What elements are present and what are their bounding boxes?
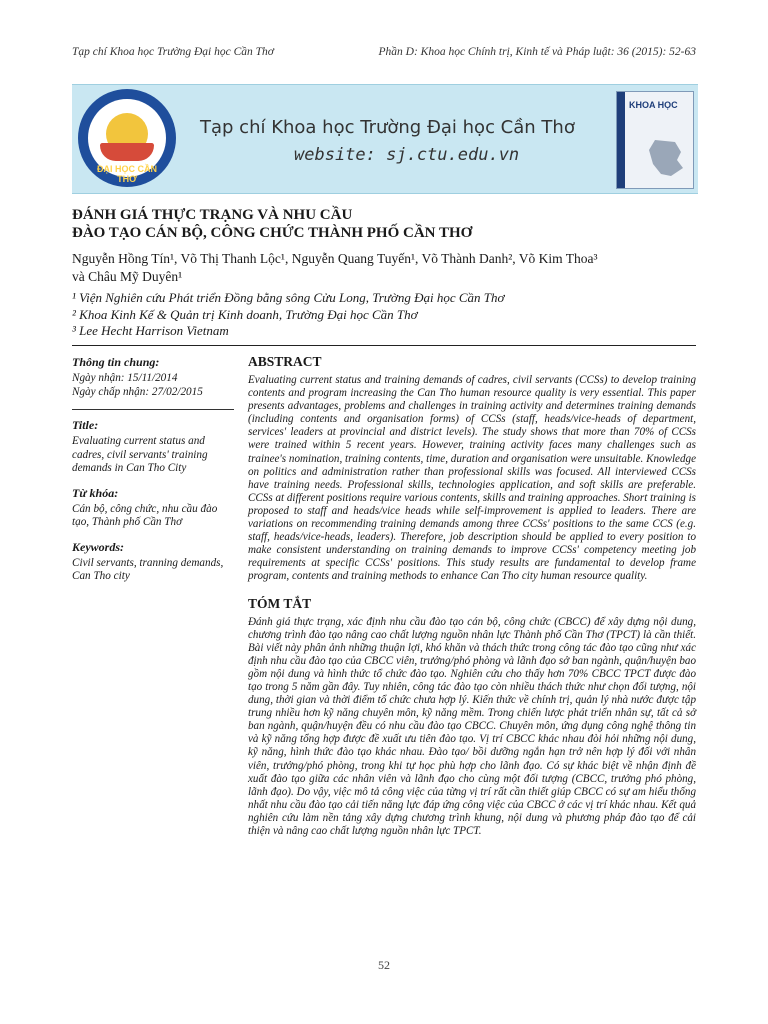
issue-running-info: Phần D: Khoa học Chính trị, Kinh tế và Pháp luật: 36 (2015): 52-63	[378, 46, 696, 58]
abstract-heading: ABSTRACT	[248, 354, 322, 369]
accepted-date: Ngày chấp nhận: 27/02/2015	[72, 385, 203, 398]
general-info-heading: Thông tin chung:	[72, 355, 160, 369]
map-icon	[647, 138, 685, 178]
authors-line-2: và Châu Mỹ Duyên¹	[72, 269, 183, 284]
university-seal-icon	[78, 89, 176, 187]
affiliation-3: ³ Lee Hecht Harrison Vietnam	[72, 323, 229, 338]
keywords-heading: Keywords:	[72, 539, 124, 554]
keywords-text: Civil servants, tranning demands, Can Tho city	[72, 556, 224, 582]
header-divider	[72, 345, 696, 346]
general-info-block	[72, 355, 234, 399]
paper-title	[72, 206, 672, 242]
tukhoa-block	[72, 486, 234, 530]
tomtat-text: Đánh giá thực trạng, xác định nhu cầu đào tạo cán bộ, công chức (CBCC) để xây dựng nội dung, chương trình đào tạo nâng cao chất lượng nguồn nhân lực Thành phố Cần Thơ (TPCT) là cần thiết. Bài viết này phân ảnh những thuận lợi, khó khăn và thách thức trong công tác đào tạo cũng như xác định nhu cầu đào tạo của CBCC viên, trưởng/phó phòng và lãnh đạo sở ban ngành, quận/huyện bao gồm nội dung và hình thức tổ chức đào tạo. Nghiên cứu cho thấy hơn 70% CBCC TPCT được đào tạo trong 5 năm gần đây. Tuy nhiên, công tác đào tạo còn nhiều thách thức như chọn đối tượng, nội dung, thời gian và thời điểm tổ chức chưa hợp lý. Kiến thức về chính trị, quản lý nhà nước được tập trung nhiều hơn kỹ năng chuyên môn, kỹ năng mềm. Trong chiến lược phát triển nhân sự, tất cả sở ban ngành, quận/huyện đều có nhu cầu đào tạo CBCC. Chuyên môn, ứng dụng công nghệ thông tin và kỹ năng tổng hợp được đề xuất ưu tiên đào tạo. Vị trí CBCC khác nhau đòi hỏi những nội dung, kỹ năng, hình thức đào tạo khác nhau. Đào tạo/ bồi dưỡng ngắn hạn trở nên hợp lý đối với nhân viên, trưởng/phó phòng, trong khi tự học phù hợp cho lãnh đạo. Có sự khác biệt về nhận định đề xuất đào tạo giữa các nhân viên và lãnh đạo cho cùng một đối tượng (CBCC, trưởng phó phòng, lãnh đạo). Do vậy, việc mô tả công việc của từng vị trí rất cần thiết giúp CBCC có sự am hiểu thống nhất nhu cầu đào tạo cải tiến năng lực đáp ứng công việc của CBCC ở các vị trí khác nhau. Kết quả nghiên cứu làm nền tảng xây dựng chương trình khung, nội dung và phương pháp đào tạo để cải thiện và nâng cao chất lượng nguồn nhân lực TPCT.	[248, 615, 696, 837]
journal-running-title: Tạp chí Khoa học Trường Đại học Cần Thơ	[72, 46, 274, 58]
affiliation-2: ² Khoa Kinh Kế & Quản trị Kinh doanh, Trường Đại học Cần Thơ	[72, 306, 418, 322]
article-info-sidebar	[72, 355, 234, 594]
banner-journal-name: Tạp chí Khoa học Trường Đại học Cần Thơ	[200, 117, 575, 138]
title-line-2: ĐÀO TẠO CÁN BỘ, CÔNG CHỨC THÀNH PHỐ CẦN THƠ	[72, 225, 473, 241]
cover-band	[617, 92, 625, 188]
affiliation-1: ¹ Viện Nghiên cứu Phát triển Đồng bằng sông Cửu Long, Trường Đại học Cần Thơ	[72, 290, 505, 305]
authors-line-1: Nguyễn Hồng Tín¹, Võ Thị Thanh Lộc¹, Nguyễn Quang Tuyến¹, Võ Thành Danh², Võ Kim Thoa³	[72, 251, 598, 266]
logo-book	[100, 143, 154, 161]
received-date: Ngày nhận: 15/11/2014	[72, 372, 178, 384]
tukhoa-heading: Từ khóa:	[72, 485, 119, 500]
sidebar-divider	[72, 409, 234, 410]
main-column	[248, 354, 696, 850]
cover-title: KHOA HỌC	[629, 100, 678, 110]
page-number: 52	[378, 958, 390, 972]
tukhoa-text: Cán bộ, công chức, nhu cầu đào tạo, Thành phố Cần Thơ	[72, 502, 218, 528]
tomtat-heading: TÓM TẮT	[248, 595, 312, 611]
keywords-block	[72, 540, 234, 584]
author-list	[72, 250, 696, 286]
title-line-1: ĐÁNH GIÁ THỰC TRẠNG VÀ NHU CẦU	[72, 207, 353, 223]
journal-banner	[72, 84, 698, 194]
english-title: Evaluating current status and cadres, civil servants' training demands in Can Tho City	[72, 435, 208, 474]
title-block	[72, 418, 234, 476]
title-heading: Title:	[72, 418, 99, 432]
running-head	[72, 46, 696, 62]
abstract-text: Evaluating current status and training demands of cadres, civil servants (CCSs) to develop training contents and program increasing the Can Tho human resource quality is very essential. This paper presents advantages, problems and challenges in training activity and determines training demands (including contents and organisation forms) of CCSs (staff, heads/vice-heads of department, services' leaders at provincial and district levels). The study shows that more than 70% of CCSs were trained within 5 recent years. However, training activity faces many challenges such as trainee's nomination, training contents, time, duration and organisation were unsuitable. Knowledge on politics and administration rather than professional skills was focused. All interviewed CCSs have training needs. Professional skills, technologies application, and soft skills are preferable. CCSs at different positions require various contents, skills and training approaches. Short training is proposed to staff and heads/vice heads while self-improvement is applied to leaders. There are variations on recommending training demands among three CCSs' positions to the same CCS (e.g. staff, heads/vice-heads, leaders). Therefore, job description should be applied to every position to make consistent understanding on training demands to improve CCSs' competency meeting job requirements at specific CCSs' positions. This study results are fundamental to develop frame program, contents and training methods to enhance Can Tho city human resource quality.	[248, 374, 696, 583]
journal-cover-thumbnail	[616, 91, 694, 189]
affiliations	[72, 290, 632, 340]
logo-text: ĐẠI HỌC CẦN THƠ	[97, 164, 157, 184]
banner-website: website: sj.ctu.edu.vn	[294, 145, 520, 165]
